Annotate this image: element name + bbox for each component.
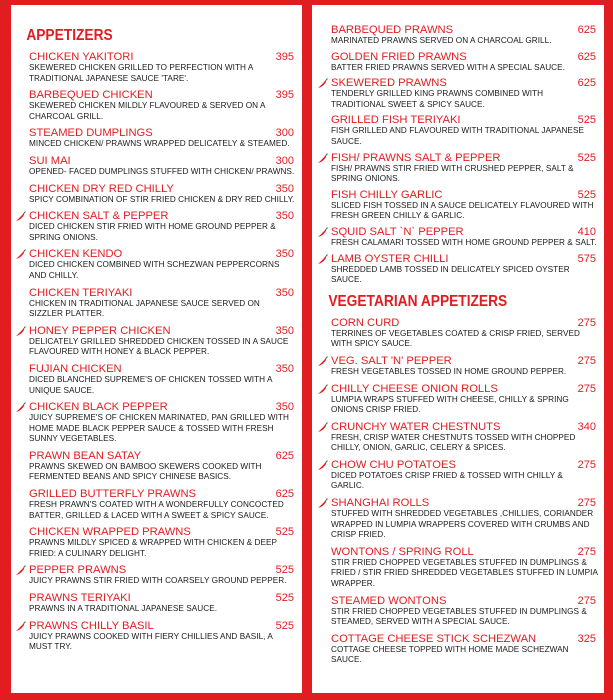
menu-item-price: 525: [275, 592, 294, 605]
menu-item-header: [29, 183, 296, 195]
menu-item-price: 625: [577, 24, 596, 36]
menu-item-description: CHICKEN IN TRADITIONAL JAPANESE SAUCE SERVED ON SIZZLER PLATTER.: [29, 298, 260, 319]
menu-item-header: [29, 450, 296, 462]
menu-item-name: CORN CURD: [331, 316, 400, 329]
menu-item: [16, 363, 296, 396]
menu-item: [318, 77, 598, 110]
menu-item-name: LAMB OYSTER CHILLI: [331, 252, 449, 265]
menu-item-price: 395: [275, 89, 294, 102]
menu-item-description: TENDERLY GRILLED KING PRAWNS COMBINED WITH TRADITIONAL SWEET & SPICY SAUCE.: [331, 89, 544, 109]
menu-item-name: PRAWN BEAN SATAY: [29, 449, 142, 462]
menu-item-header: [29, 401, 296, 413]
menu-item-price: 350: [275, 286, 294, 299]
menu-item-description: PRAWNS IN A TRADITIONAL JAPANESE SAUCE.: [29, 604, 218, 614]
menu-item-name: PEPPER PRAWNS: [29, 564, 127, 577]
menu-item-header: [29, 89, 296, 101]
menu-item-price: 525: [577, 188, 596, 201]
menu-item-header: [331, 77, 598, 89]
menu-item-header: [331, 152, 598, 164]
menu-item-header: [331, 633, 598, 645]
menu-item-header: [331, 383, 598, 395]
menu-item: [318, 317, 598, 350]
menu-item-price: 275: [577, 594, 596, 607]
menu-item-name: GRILLED BUTTERFLY PRAWNS: [29, 488, 197, 501]
chili-icon: [317, 153, 328, 164]
menu-item-name: FISH/ PRAWNS SALT & PEPPER: [331, 151, 501, 164]
menu-item: [318, 355, 598, 378]
menu-item-name: CRUNCHY WATER CHESTNUTS: [331, 420, 501, 433]
menu-item-description: DICED CHICKEN COMBINED WITH SCHEZWAN PEPPERCORNS AND CHILLY.: [29, 260, 280, 280]
menu-item-price: 350: [275, 182, 294, 195]
menu-item-header: [331, 421, 598, 433]
menu-item-price: 525: [275, 619, 294, 632]
menu-item: [318, 497, 598, 541]
menu-item-description: FISH/ PRAWNS STIR FRIED WITH CRUSHED PEPPER, SALT & SPRING ONIONS.: [331, 163, 574, 184]
menu-item-description: DICED BLANCHED SUPREME'S OF CHICKEN TOSSED WITH A UNIQUE SAUCE.: [29, 374, 273, 395]
menu-item-description: STIR FRIED CHOPPED VEGETABLES STUFFED IN DUMPLINGS & STEAMED, SERVED WITH A SPECIAL SAUCE.: [331, 606, 587, 627]
menu-item-description: LUMPIA WRAPS STUFFED WITH CHEESE, CHILLY & SPRING ONIONS CRISP FRIED.: [331, 394, 569, 415]
menu-item-description: DICED CHICKEN STIR FRIED WITH HOME GROUND PEPPER & SPRING ONIONS.: [29, 222, 276, 242]
menu-item-header: [29, 127, 296, 139]
menu-item-header: [331, 114, 598, 126]
menu-item-name: GOLDEN FRIED PRAWNS: [331, 50, 467, 63]
menu-item-header: [29, 592, 296, 604]
menu-item-name: STEAMED WONTONS: [331, 594, 447, 607]
menu-item-description: BATTER FRIED PRAWNS SERVED WITH A SPECIAL SAUCE.: [331, 62, 565, 72]
section-heading-appetizers: APPETIZERS: [26, 27, 113, 44]
menu-item-header: [331, 546, 598, 558]
menu-item: [16, 401, 296, 445]
menu-item: [318, 546, 598, 590]
menu-item: [318, 226, 598, 249]
menu-item-header: [29, 526, 296, 538]
menu-item-price: 300: [275, 127, 294, 140]
menu-item-price: 395: [275, 51, 294, 63]
menu-item-price: 575: [577, 252, 596, 265]
menu-item-description: PRAWNS MILDLY SPICED & WRAPPED WITH CHICKEN & DEEP FRIED: A CULINARY DELIGHT.: [29, 538, 277, 558]
menu-item-name: CHICKEN DRY RED CHILLY: [29, 182, 174, 195]
menu-item: [16, 210, 296, 243]
menu-item-header: [29, 248, 296, 260]
menu-item-header: [29, 620, 296, 632]
menu-item-name: STEAMED DUMPLINGS: [29, 127, 153, 140]
menu-panel-right: [312, 5, 604, 693]
menu-item-name: CHICKEN KENDO: [29, 248, 123, 261]
menu-item-header: [29, 210, 296, 222]
menu-item-name: CHOW CHU POTATOES: [331, 458, 456, 471]
menu-item-header: [331, 24, 598, 36]
menu-item-description: MARINATED PRAWNS SERVED ON A CHARCOAL GRILL.: [331, 36, 552, 45]
menu-item: [318, 633, 598, 666]
menu-item: [16, 488, 296, 521]
menu-item-name: CHICKEN TERIYAKI: [29, 286, 133, 299]
menu-item-header: [331, 497, 598, 509]
menu-item-description: FISH GRILLED AND FLAVOURED WITH TRADITIONAL JAPANESE SAUCE.: [331, 126, 584, 146]
menu-item-description: COTTAGE CHEESE TOPPED WITH HOME MADE SCHEZWAN SAUCE.: [331, 644, 569, 665]
chili-icon: [317, 254, 328, 265]
menu-item-name: SQUID SALT `N` PEPPER: [331, 225, 464, 238]
menu-item-description: FRESH, CRISP WATER CHESTNUTS TOSSED WITH CHOPPED CHILLY, ONION, GARLIC, CELERY & SPICES.: [331, 432, 576, 453]
menu-item-name: FISH CHILLY GARLIC: [331, 188, 443, 201]
vegetarian-appetizer-list: [318, 317, 598, 666]
section-heading-vegetarian: VEGETARIAN APPETIZERS: [328, 292, 508, 310]
menu-item-header: [29, 155, 296, 167]
menu-item-description: JUICY PRAWNS STIR FRIED WITH COARSELY GROUND PEPPER.: [29, 576, 287, 586]
menu-item: [318, 595, 598, 628]
menu-item-price: 275: [577, 382, 596, 395]
menu-item-header: [331, 189, 598, 201]
menu-item-name: SHANGHAI ROLLS: [331, 497, 430, 510]
menu-item-price: 300: [275, 154, 294, 167]
menu-item-name: SKEWERED PRAWNS: [331, 77, 447, 90]
menu-item-description: DICED POTATOES CRISP FRIED & TOSSED WITH CHILLY & GARLIC.: [331, 470, 563, 491]
chili-icon: [15, 621, 26, 632]
menu-item-name: HONEY PEPPER CHICKEN: [29, 324, 171, 337]
menu-item-name: BARBEQUED PRAWNS: [331, 24, 454, 36]
menu-item: [318, 253, 598, 286]
menu-item-description: JUICY SUPREME'S OF CHICKEN MARINATED, PAN GRILLED WITH HOME MADE BLACK PEPPER SAUCE & TOSSED WITH FRESH SUNNY VEGETABLES.: [29, 413, 289, 444]
menu-item-price: 340: [577, 420, 596, 433]
menu-item-name: PRAWNS CHILLY BASIL: [29, 619, 154, 632]
menu-item-header: [331, 595, 598, 607]
menu-item-name: CHICKEN YAKITORI: [29, 51, 134, 63]
menu-item-description: OPENED- FACED DUMPLINGS STUFFED WITH CHICKEN/ PRAWNS.: [29, 166, 295, 176]
menu-item-description: SHREDDED LAMB TOSSED IN DELICATELY SPICED OYSTER SAUCE.: [331, 264, 570, 285]
menu-item-description: SKEWERED CHICKEN GRILLED TO PERFECTION WITH A TRADITIONAL JAPANESE SAUCE 'TARE'.: [29, 63, 253, 83]
appetizer-list: [16, 51, 296, 653]
menu-item-price: 625: [275, 488, 294, 501]
menu-item: [16, 127, 296, 150]
menu-item-header: [29, 488, 296, 500]
menu-item-header: [331, 253, 598, 265]
menu-item: [16, 526, 296, 559]
menu-item-name: WONTONS / SPRING ROLL: [331, 545, 474, 558]
menu-item: [16, 51, 296, 84]
menu-item-description: FRESH VEGETABLES TOSSED IN HOME GROUND PEPPER.: [331, 366, 567, 376]
menu-item: [16, 248, 296, 281]
menu-item-price: 625: [577, 77, 596, 90]
menu-item-price: 275: [577, 316, 596, 329]
menu-item-description: DELICATELY GRILLED SHREDDED CHICKEN TOSSED IN A SAUCE FLAVOURED WITH HONEY & BLACK PEPPER.: [29, 336, 289, 357]
chili-icon: [317, 498, 328, 509]
chili-icon: [317, 422, 328, 433]
menu-item: [16, 592, 296, 615]
menu-item: [318, 114, 598, 147]
menu-item-header: [29, 564, 296, 576]
menu-item-price: 410: [577, 225, 596, 238]
menu-item-name: CHICKEN BLACK PEPPER: [29, 401, 168, 414]
menu-item-description: PRAWNS SKEWED ON BAMBOO SKEWERS COOKED WITH FERMENTED BEANS AND SPICY CHINESE BASICS.: [29, 461, 262, 482]
chili-icon: [317, 227, 328, 238]
chili-icon: [317, 78, 328, 89]
menu-item: [318, 459, 598, 492]
menu-panel-left: [11, 5, 302, 693]
menu-item-price: 275: [577, 545, 596, 558]
menu-item-name: GRILLED FISH TERIYAKI: [331, 114, 461, 127]
menu-item-header: [331, 355, 598, 367]
menu-item: [16, 620, 296, 653]
menu-item-description: SKEWERED CHICKEN MILDLY FLAVOURED & SERVED ON A CHARCOAL GRILL.: [29, 101, 266, 121]
menu-item-name: BARBEQUED CHICKEN: [29, 89, 153, 102]
menu-item-price: 525: [275, 526, 294, 539]
menu-item-name: CHILLY CHEESE ONION ROLLS: [331, 382, 498, 395]
menu-item-price: 525: [275, 564, 294, 577]
menu-item-name: FUJIAN CHICKEN: [29, 362, 122, 375]
menu-item-price: 625: [577, 50, 596, 63]
menu-item-name: SUI MAI: [29, 154, 71, 167]
menu-item: [16, 155, 296, 178]
chili-icon: [15, 402, 26, 413]
menu-item: [16, 450, 296, 483]
menu-item-description: SPICY COMBINATION OF STIR FRIED CHICKEN & DRY RED CHILLY.: [29, 194, 295, 204]
menu-item-description: FRESH CALAMARI TOSSED WITH HOME GROUND PEPPER & SALT.: [331, 237, 597, 247]
menu-item-price: 350: [275, 362, 294, 375]
menu-item-name: CHICKEN WRAPPED PRAWNS: [29, 526, 191, 539]
menu-item: [16, 325, 296, 358]
menu-item-price: 350: [275, 248, 294, 261]
chili-icon: [15, 326, 26, 337]
menu-item-description: STIR FRIED CHOPPED VEGETABLES STUFFED IN DUMPLINGS & FRIED / STIR FRIED SHREDDED VEGETABLES STUFFED IN LUMPIA WRAPPER.: [331, 557, 598, 589]
chili-icon: [15, 211, 26, 222]
chili-icon: [15, 249, 26, 260]
menu-item-price: 275: [577, 458, 596, 471]
menu-item: [318, 24, 598, 47]
menu-item: [318, 152, 598, 185]
menu-item-description: TERRINES OF VEGETABLES COATED & CRISP FRIED, SERVED WITH SPICY SAUCE.: [331, 328, 580, 349]
menu-item: [16, 564, 296, 587]
menu-item-name: CHICKEN SALT & PEPPER: [29, 210, 169, 223]
menu-item-header: [331, 51, 598, 63]
menu-item-price: 525: [577, 114, 596, 127]
menu-item-name: COTTAGE CHEESE STICK SCHEZWAN: [331, 632, 537, 645]
menu-item: [318, 51, 598, 74]
menu-item-description: SLICED FISH TOSSED IN A SAUCE DELICATELY FLAVOURED WITH FRESH GREEN CHILLY & GARLIC.: [331, 200, 594, 221]
seafood-appetizer-list: [318, 24, 598, 286]
menu-item-header: [29, 51, 296, 63]
menu-item: [16, 287, 296, 320]
menu-item-price: 525: [577, 151, 596, 164]
menu-item-name: VEG. SALT 'N' PEPPER: [331, 354, 452, 367]
menu-item-price: 350: [275, 210, 294, 223]
menu-item-header: [331, 226, 598, 238]
chili-icon: [317, 356, 328, 367]
menu-item: [318, 383, 598, 416]
menu-item-name: PRAWNS TERIYAKI: [29, 592, 131, 605]
menu-item-price: 275: [577, 354, 596, 367]
menu-item-price: 350: [275, 324, 294, 337]
menu-item-description: JUICY PRAWNS COOKED WITH FIERY CHILLIES AND BASIL, A MUST TRY.: [29, 631, 273, 652]
menu-item-price: 325: [577, 632, 596, 645]
menu-item-header: [29, 363, 296, 375]
menu-item: [16, 183, 296, 206]
menu-item-header: [331, 459, 598, 471]
menu-item-header: [29, 325, 296, 337]
menu-item-description: STUFFED WITH SHREDDED VEGETABLES ,CHILLIES, CORIANDER WRAPPED IN LUMPIA WRAPPERS COVERED WITH CRUMBS AND CRISP FRIED.: [331, 509, 594, 540]
menu-item-description: MINCED CHICKEN/ PRAWNS WRAPPED DELICATELY & STEAMED.: [29, 139, 290, 149]
menu-item-header: [29, 287, 296, 299]
menu-item-price: 275: [577, 497, 596, 510]
menu-item-description: FRESH PRAWN'S COATED WITH A WONDERFULLY CONCOCTED BATTER, GRILLED & LACED WITH A SWEET & SPICY SAUCE.: [29, 500, 284, 520]
menu-item: [318, 421, 598, 454]
menu-item-price: 350: [275, 401, 294, 414]
chili-icon: [15, 565, 26, 576]
menu-item: [16, 89, 296, 122]
chili-icon: [317, 460, 328, 471]
chili-icon: [317, 384, 328, 395]
menu-item-header: [331, 317, 598, 329]
menu-item: [318, 189, 598, 222]
menu-item-price: 625: [275, 449, 294, 462]
